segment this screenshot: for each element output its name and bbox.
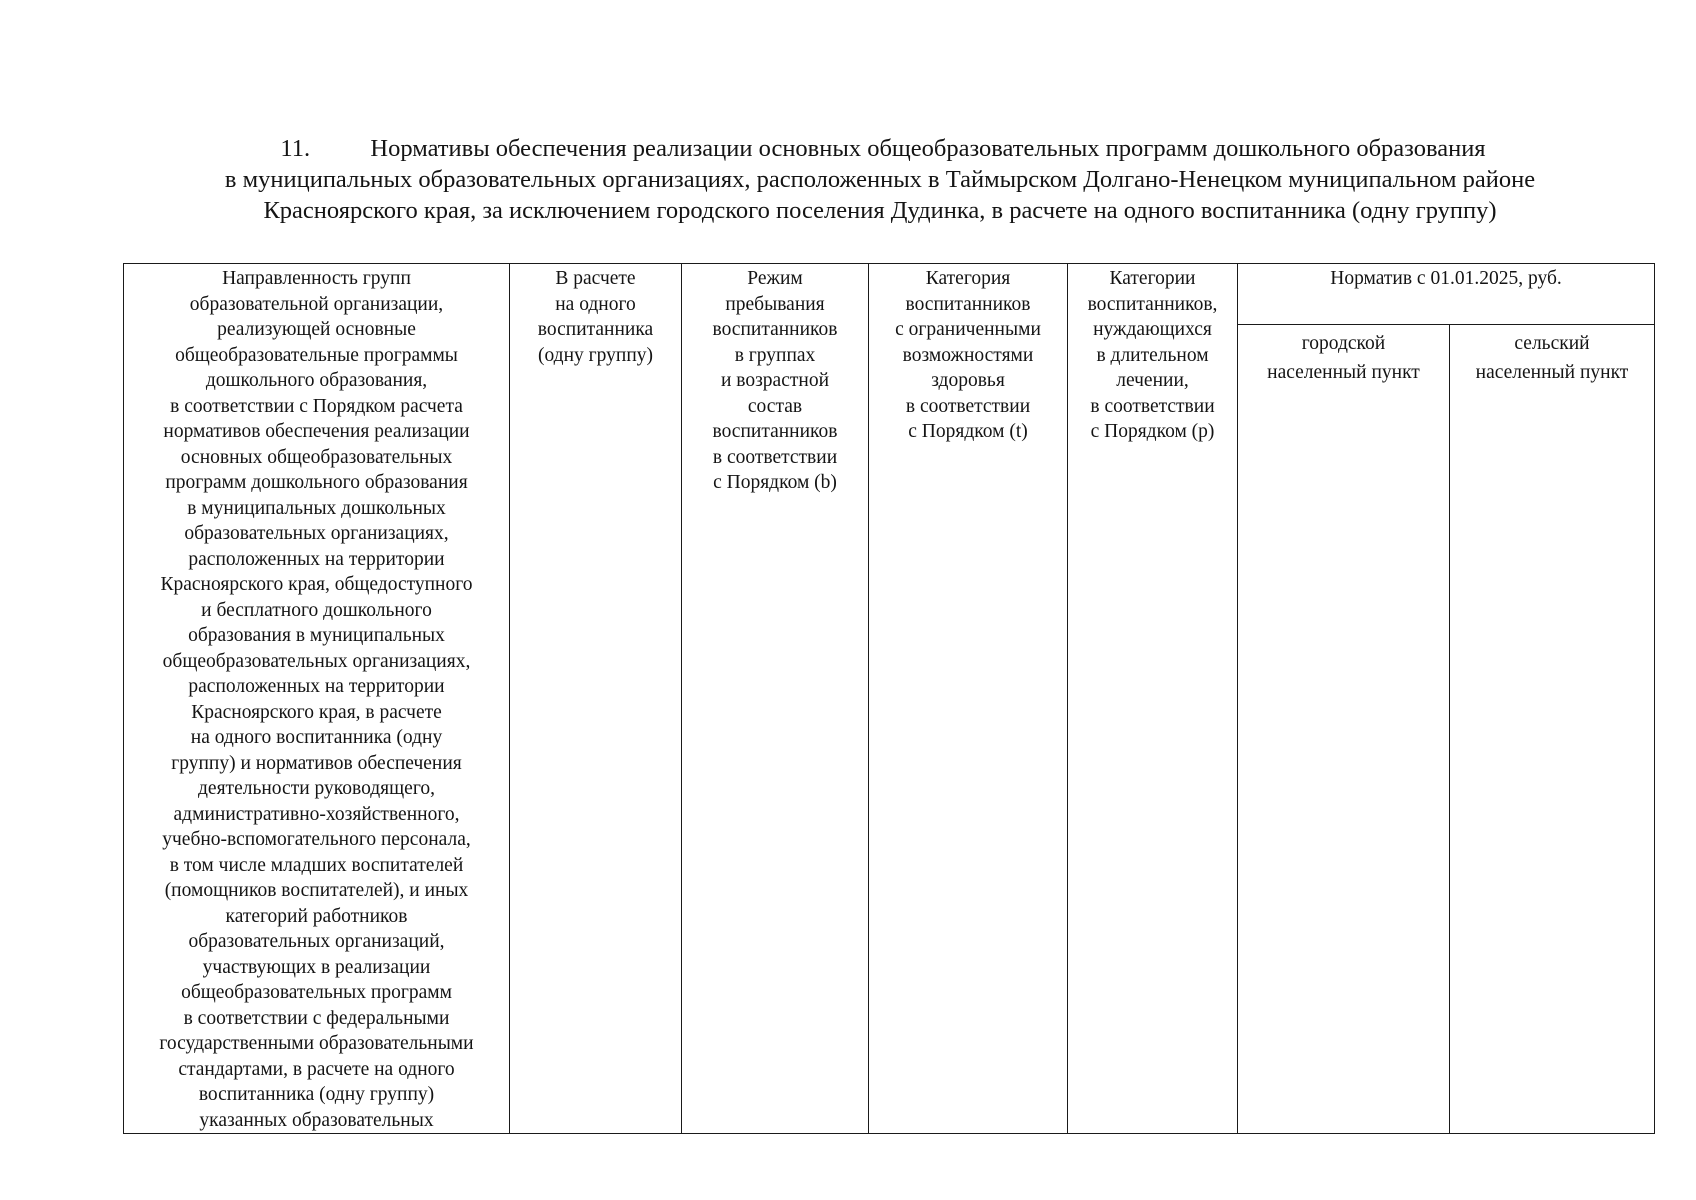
norms-table (123, 263, 1655, 1134)
column-header-long-treatment-category: Категории воспитанников, нуждающихся в длительном лечении, в соответствии с Порядком (p) (1068, 264, 1238, 1134)
column-header-norm-group: Норматив с 01.01.2025, руб. (1238, 264, 1655, 325)
heading-line-1 (120, 133, 1640, 164)
section-number: 11. (280, 135, 311, 162)
section-heading (120, 133, 1640, 226)
column-header-direction: Направленность групп образовательной организации, реализующей основные общеобразовательные программы дошкольного образования, в соответствии с Порядком расчета нормативов обеспечения реализации основных общеобразовательных программ дошкольного образования в муниципальных дошкольных образовательных организациях, расположенных на территории Красноярского края, общедоступного и бесплатного дошкольного образования в муниципальных общеобразовательных организациях, расположенных на территории Красноярского края, в расчете на одного воспитанника (одну группу) и нормативов обеспечения деятельности руководящего, административно-хозяйственного, учебно-вспомогательного персонала, в том числе младших воспитателей (помощников воспитателей), и иных категорий работников образовательных организаций, участвующих в реализации общеобразовательных программ в соответствии с федеральными государственными образовательными стандартами, в расчете на одного воспитанника (одну группу) указанных образовательных (124, 264, 510, 1134)
table-header-row-1 (124, 264, 1655, 325)
column-header-disability-category: Категория воспитанников с ограниченными возможностями здоровья в соответствии с Порядком (t) (869, 264, 1068, 1134)
heading-text-1: Нормативы обеспечения реализации основных общеобразовательных программ дошкольного образования (370, 135, 1486, 162)
column-header-stay-mode: Режим пребывания воспитанников в группах и возрастной состав воспитанников в соответствии с Порядком (b) (682, 264, 869, 1134)
column-header-per-unit: В расчете на одного воспитанника (одну группу) (510, 264, 682, 1134)
heading-line-3: Красноярского края, за исключением городского поселения Дудинка, в расчете на одного воспитанника (одну группу) (263, 197, 1497, 224)
column-header-urban: городской населенный пункт (1238, 325, 1450, 1134)
heading-line-2: в муниципальных образовательных организациях, расположенных в Таймырском Долгано-Ненецком муниципальном районе (224, 166, 1536, 193)
column-header-rural: сельский населенный пункт (1450, 325, 1655, 1134)
